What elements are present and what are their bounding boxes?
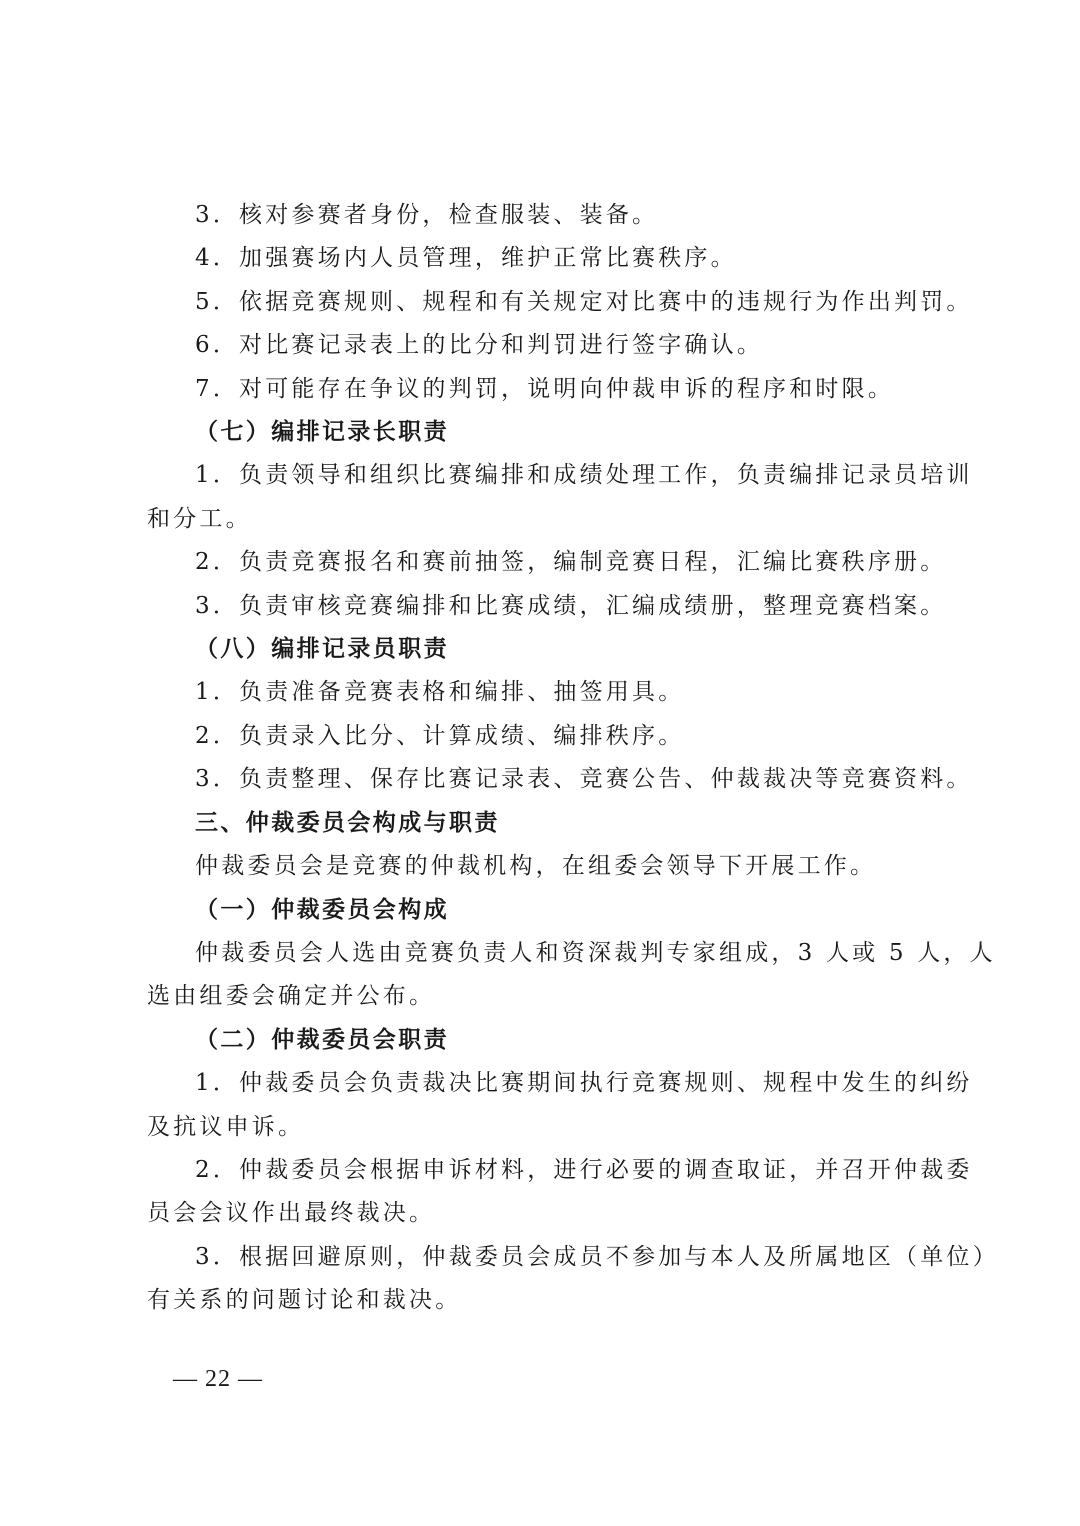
section-subheading: （二）仲裁委员会职责 [195,1026,449,1053]
paragraph-line: 3．负责整理、保存比赛记录表、竞赛公告、仲裁裁决等竞赛资料。 [195,766,973,793]
paragraph-line: 2．仲裁委员会根据申诉材料，进行必要的调查取证，并召开仲裁委 [195,1156,973,1183]
paragraph-line: 5．依据竞赛规则、规程和有关规定对比赛中的违规行为作出判罚。 [195,288,973,315]
section-subheading: （一）仲裁委员会构成 [195,896,449,923]
paragraph-line: 3．核对参赛者身份，检查服装、装备。 [195,202,659,228]
paragraph-line: 7．对可能存在争议的判罚，说明向仲裁申诉的程序和时限。 [195,375,895,402]
paragraph-line: 1．仲裁委员会负责裁决比赛期间执行竞赛规则、规程中发生的纠纷 [195,1070,973,1097]
paragraph-line: 3．根据回避原则，仲裁委员会成员不参加与本人及所属地区（单位） [195,1243,999,1270]
paragraph-line: 1．负责准备竞赛表格和编排、抽签用具。 [195,679,685,706]
paragraph-line: 6．对比赛记录表上的比分和判罚进行签字确认。 [195,332,764,359]
paragraph-line: 2．负责竞赛报名和赛前抽签，编制竞赛日程，汇编比赛秩序册。 [195,549,947,576]
paragraph-continuation: 和分工。 [147,505,252,532]
paragraph-continuation: 选由组委会确定并公布。 [147,983,436,1010]
paragraph-line: 仲裁委员会是竞赛的仲裁机构，在组委会领导下开展工作。 [195,853,877,880]
paragraph-continuation: 及抗议申诉。 [147,1113,305,1140]
paragraph-line: 1．负责领导和组织比赛编排和成绩处理工作，负责编排记录员培训 [195,462,973,489]
paragraph-line: 2．负责录入比分、计算成绩、编排秩序。 [195,722,685,749]
section-subheading: （七）编排记录长职责 [195,419,449,446]
paragraph-line: 3．负责审核竞赛编排和比赛成绩，汇编成绩册，整理竞赛档案。 [195,592,947,619]
paragraph-line: 4．加强赛场内人员管理，维护正常比赛秩序。 [195,245,737,272]
paragraph-continuation: 员会会议作出最终裁决。 [147,1200,436,1227]
document-body [147,194,999,1323]
section-heading: 三、仲裁委员会构成与职责 [195,809,500,836]
section-subheading: （八）编排记录员职责 [195,636,449,663]
paragraph-continuation: 有关系的问题讨论和裁决。 [147,1287,462,1314]
page-number: — 22 — [173,1366,263,1392]
paragraph-line: 仲裁委员会人选由竞赛负责人和资深裁判专家组成，3 人或 5 人，人 [195,939,996,966]
